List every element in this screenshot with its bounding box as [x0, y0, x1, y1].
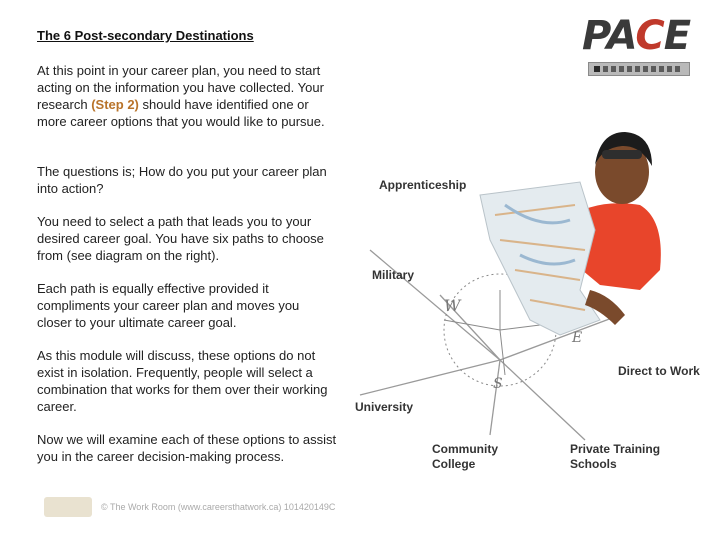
logo-bar-segment — [611, 66, 616, 72]
page-title: The 6 Post-secondary Destinations — [37, 28, 254, 43]
folded-map — [480, 182, 600, 335]
question-paragraph: The questions is; How do you put your career plan into action? — [37, 164, 327, 196]
intro-text-b: should have identified one or more career options that you would like to pursue. — [37, 97, 325, 129]
intro-paragraph — [37, 62, 337, 130]
intro-text-a: At this point in your career plan, you need to start acting on the information you have collected. Your research — [37, 63, 324, 112]
footer-logo — [44, 497, 92, 517]
destination-military: Military — [372, 268, 415, 282]
paths-paragraph: You need to select a path that leads you to your desired career goal. You have six paths to choose from (see diagram on the right). — [37, 214, 324, 263]
logo-bar-segment — [667, 66, 672, 72]
logo-text-c: C — [635, 13, 664, 59]
logo-text-e: E — [663, 13, 691, 59]
step-highlight: (Step 2) — [91, 97, 139, 112]
effective-paragraph: Each path is equally effective provided it compliments your career plan and moves you closer to your ultimate career goal. — [37, 281, 300, 330]
logo-bar-segment — [619, 66, 624, 72]
logo-bar-segment — [659, 66, 664, 72]
compass-west-letter: W — [444, 296, 461, 315]
compass-south-letter: S — [493, 376, 503, 392]
logo-bar-segment — [627, 66, 632, 72]
footer-copyright: © The Work Room (www.careersthatwork.ca) 101420149C — [101, 502, 336, 512]
isolation-paragraph: As this module will discuss, these options do not exist in isolation. Frequently, people will select a combination that works for them over their working career. — [37, 348, 328, 414]
logo-bar-segment — [651, 66, 656, 72]
destination-university: University — [355, 400, 414, 414]
pace-logo — [582, 14, 690, 58]
logo-bar-segment — [643, 66, 648, 72]
logo-bar-segment — [594, 66, 600, 72]
destination-direct-to-work: Direct to Work — [618, 364, 700, 378]
destination-community-college: Community College — [432, 442, 498, 471]
logo-text-pa: PA — [582, 13, 636, 59]
examine-paragraph: Now we will examine each of these options to assist you in the career decision-making process. — [37, 432, 337, 464]
logo-bar-segment — [635, 66, 640, 72]
logo-bar-segment — [675, 66, 680, 72]
destination-apprenticeship: Apprenticeship — [379, 178, 467, 192]
destination-private-training: Private Training Schools — [570, 442, 661, 471]
compass-east-letter: E — [572, 330, 583, 346]
logo-progress-bar — [588, 62, 690, 76]
logo-bar-segment — [603, 66, 608, 72]
sunglasses — [602, 150, 642, 159]
